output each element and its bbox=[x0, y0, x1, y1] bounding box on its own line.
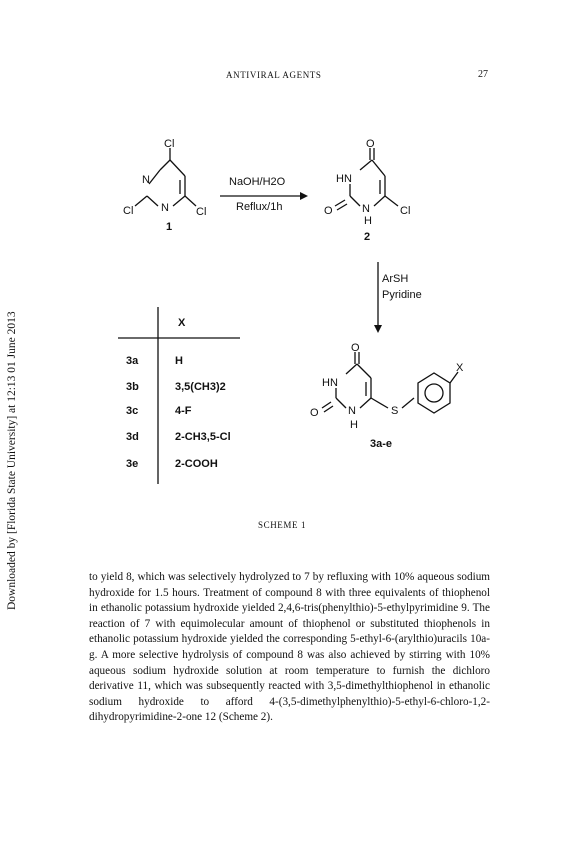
bond bbox=[324, 406, 333, 412]
reagent-label: NaOH/H2O bbox=[229, 176, 286, 188]
bond bbox=[170, 160, 185, 176]
atom-label: O bbox=[366, 138, 375, 150]
reagent-label: ArSH bbox=[382, 273, 409, 285]
benzene-ring bbox=[418, 373, 450, 413]
paragraph-text: to yield 8, which was selectively hydrolyzed to 7 by refluxing with 10% aqueous sodium hydroxide for 1.5 hours. Treatment of compound 8 with three equivalents of thiophenol in ethanolic potassium hydroxide yielded 2,4,6-tris(phenylthio)-5-ethylpyrimidine 9. The reaction of 7 with equimolecular amount of thiophenol or substituted thiophenols in ethanolic potassium hydroxide yielded the corresponding 5-ethyl-6-(arylthio)uracils 10a-g. A more selective hydrolysis of compound 8 was also achieved by stirring with 10% aqueous sodium hydroxide solution at room temperature to furnish the dichloro derivative 11, which was subsequently reacted with 3,5-dimethylthiophenol in ethanolic sodium hydroxide to afford 4-(3,5-dimethylphenylthio)-5-ethyl-6-chloro-1,2-dihydropyrimidine-2-one 12 (Scheme 2). bbox=[89, 571, 490, 724]
bond bbox=[371, 398, 388, 408]
atom-label: Cl bbox=[400, 205, 411, 217]
atom-label: O bbox=[351, 342, 360, 354]
atom-label: Cl bbox=[196, 206, 207, 218]
atom-label: N bbox=[348, 405, 356, 417]
bond bbox=[147, 196, 158, 206]
bond bbox=[372, 160, 385, 176]
atom-label: N bbox=[161, 202, 169, 214]
bond bbox=[160, 160, 170, 170]
atom-label: N bbox=[362, 203, 370, 215]
reagent-label: Pyridine bbox=[382, 289, 422, 301]
bond bbox=[360, 160, 372, 170]
running-title: ANTIVIRAL AGENTS bbox=[226, 70, 322, 80]
bond bbox=[337, 204, 347, 210]
atom-label: Cl bbox=[123, 205, 134, 217]
aromatic-circle bbox=[425, 384, 443, 402]
page-number: 27 bbox=[478, 69, 488, 80]
atom-label: O bbox=[310, 407, 319, 419]
atom-label: N bbox=[142, 174, 150, 186]
table-row-id: 3e bbox=[126, 458, 139, 470]
bond bbox=[350, 196, 360, 206]
table-header: X bbox=[178, 317, 186, 329]
bond bbox=[336, 398, 346, 408]
arrow-head bbox=[300, 192, 308, 200]
download-watermark: Downloaded by [Florida State University] at 12:13 01 June 2013 bbox=[6, 311, 18, 610]
condition-label: Reflux/1h bbox=[236, 201, 283, 213]
atom-label: HN bbox=[336, 173, 352, 185]
bond bbox=[135, 196, 147, 206]
compound-number: 1 bbox=[166, 221, 173, 233]
bond bbox=[173, 196, 185, 206]
body-paragraph bbox=[89, 570, 490, 726]
table-row-value: 3,5(CH3)2 bbox=[175, 381, 226, 393]
atom-label: H bbox=[350, 419, 358, 431]
bond bbox=[346, 364, 357, 374]
bond bbox=[357, 364, 371, 378]
table-row-id: 3d bbox=[126, 431, 139, 443]
compound-number: 3a-e bbox=[370, 438, 393, 450]
bond bbox=[335, 200, 345, 206]
atom-label: HN bbox=[322, 377, 338, 389]
table-row-value: 4-F bbox=[175, 405, 192, 417]
atom-label: S bbox=[391, 405, 399, 417]
table-row-value: 2-CH3,5-Cl bbox=[175, 431, 231, 443]
scheme-caption: SCHEME 1 bbox=[258, 520, 307, 530]
table-row-value: 2-COOH bbox=[175, 458, 218, 470]
atom-label: Cl bbox=[164, 138, 175, 150]
table-row-id: 3b bbox=[126, 381, 139, 393]
bond bbox=[385, 196, 398, 206]
bond bbox=[322, 402, 331, 408]
table-row-id: 3a bbox=[126, 355, 139, 367]
atom-label: X bbox=[456, 362, 464, 374]
bond bbox=[374, 196, 385, 206]
atom-label: H bbox=[364, 215, 372, 227]
arrow-head bbox=[374, 325, 382, 333]
compound-number: 2 bbox=[364, 231, 371, 243]
bond bbox=[360, 398, 371, 408]
table-row-id: 3c bbox=[126, 405, 139, 417]
table-row-value: H bbox=[175, 355, 183, 367]
bond bbox=[402, 398, 414, 408]
bond bbox=[185, 196, 196, 206]
atom-label: O bbox=[324, 205, 333, 217]
bond bbox=[149, 170, 160, 184]
